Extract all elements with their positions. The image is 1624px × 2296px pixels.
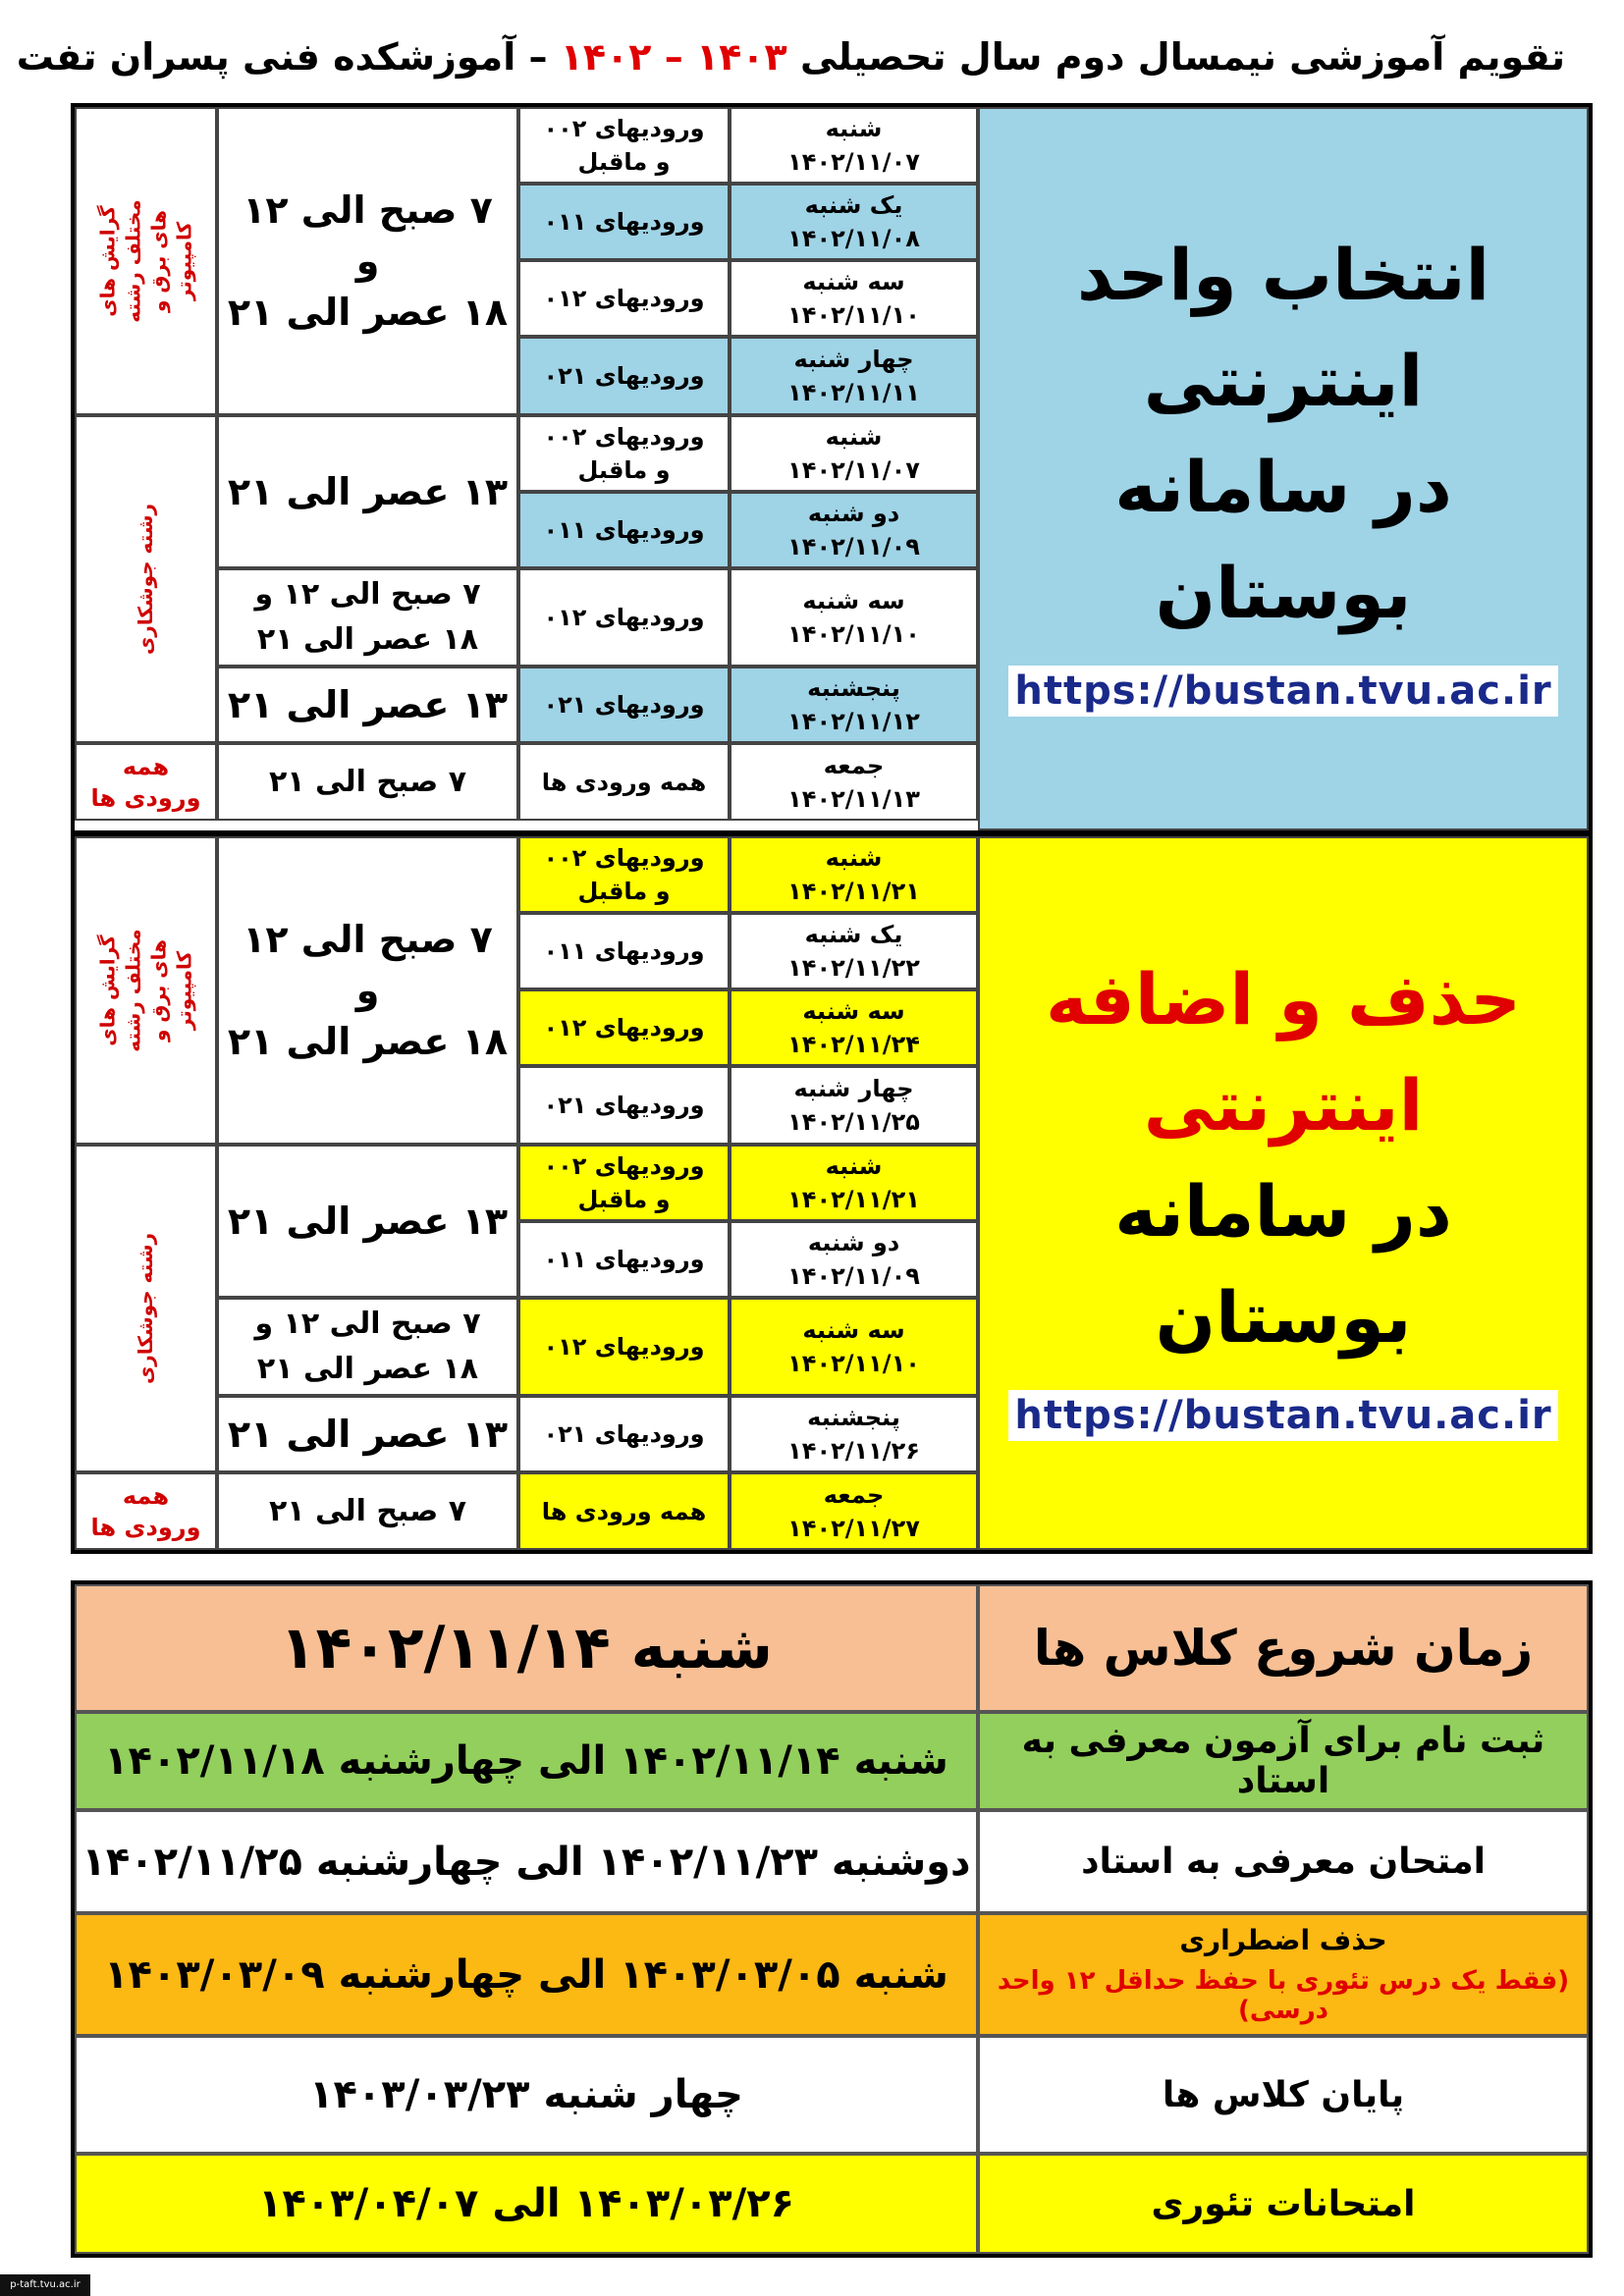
date-cell — [730, 1145, 978, 1221]
schedule-value: دوشنبه ۱۴۰۲/۱۱/۲۳ الی چهارشنبه ۱۴۰۲/۱۱/۲۵ — [81, 1839, 971, 1885]
day-label: چهار شنبه — [793, 346, 914, 373]
date-value: ۱۴۰۲/۱۱/۰۷ — [787, 148, 920, 176]
time-line: ۱۸ عصر الی ۲۱ — [256, 622, 479, 657]
title-part2: – آموزشکده فنی پسران تفت — [16, 35, 548, 79]
adddrop-heading-line1: حذف و اضافه — [1045, 957, 1522, 1041]
schedule-value-cell — [75, 1913, 978, 2036]
time-line: ۱۸ عصر الی ۲۱ — [227, 1020, 509, 1063]
schedule-value-cell — [75, 1712, 978, 1810]
schedule-label: ثبت نام برای آزمون معرفی به استاد — [1021, 1721, 1545, 1801]
time-cell — [217, 1472, 518, 1550]
date-cell — [730, 1396, 978, 1472]
entry-label: همه ورودی ها — [541, 1497, 707, 1525]
date-value: ۱۴۰۲/۱۱/۲۵ — [787, 1108, 920, 1136]
day-label: یک شنبه — [804, 191, 903, 219]
entry-cell — [518, 1221, 730, 1298]
day-label: دو شنبه — [807, 1229, 900, 1256]
schedule-value-cell — [75, 2154, 978, 2254]
selection-url-link[interactable]: https://bustan.tvu.ac.ir — [1008, 666, 1557, 717]
entry-label: همه ورودی ها — [541, 768, 707, 796]
date-cell — [730, 1221, 978, 1298]
entry-cell — [518, 1298, 730, 1396]
selection-heading — [978, 107, 1589, 830]
time-cell — [217, 415, 518, 568]
time-line: ۷ صبح الی ۱۲ — [243, 188, 493, 232]
day-label: دو شنبه — [807, 500, 900, 527]
entry-label: ورودیهای ۰۱۲ — [543, 1333, 705, 1361]
date-cell — [730, 492, 978, 568]
group-label: همه — [122, 1481, 170, 1510]
entry-sublabel: و ماقبل — [577, 878, 671, 905]
time-line: ۷ صبح الی ۱۲ و — [254, 1307, 481, 1341]
schedule-value: شنبه ۱۴۰۳/۰۳/۰۵ الی چهارشنبه ۱۴۰۳/۰۳/۰۹ — [104, 1951, 948, 1998]
day-label: سه شنبه — [802, 1316, 905, 1344]
entry-cell — [518, 667, 730, 743]
entry-label: ورودیهای ۰۲۱ — [543, 1092, 705, 1119]
date-value: ۱۴۰۲/۱۱/۰۷ — [787, 456, 920, 484]
time-cell — [217, 107, 518, 415]
date-value: ۱۴۰۲/۱۱/۲۷ — [787, 1514, 920, 1542]
title-years: ۱۴۰۳ – ۱۴۰۲ — [560, 35, 787, 79]
time-line: ۷ صبح الی ۱۲ و — [254, 577, 481, 612]
group-cell-welding — [75, 415, 217, 743]
date-value: ۱۴۰۲/۱۱/۲۲ — [787, 954, 920, 982]
day-label: سه شنبه — [802, 587, 905, 614]
date-value: ۱۴۰۲/۱۱/۱۳ — [787, 784, 920, 813]
group-label: رشته جوشکاری — [134, 1232, 158, 1385]
day-label: شنبه — [825, 1152, 883, 1180]
time-cell — [217, 836, 518, 1145]
group-label: ورودی ها — [90, 1513, 201, 1541]
title-part1: تقویم آموزشی نیمسال دوم سال تحصیلی — [799, 35, 1565, 79]
group-label: رشته جوشکاری — [134, 503, 158, 656]
date-value: ۱۴۰۲/۱۱/۲۱ — [787, 1186, 920, 1213]
adddrop-heading — [978, 836, 1589, 1550]
entry-label: ورودیهای ۰۲۱ — [543, 362, 705, 390]
day-label: سه شنبه — [802, 997, 905, 1025]
entry-cell — [518, 1145, 730, 1221]
date-value: ۱۴۰۲/۱۱/۰۸ — [787, 225, 920, 252]
entry-cell — [518, 184, 730, 260]
time-line: ۱۸ عصر الی ۲۱ — [256, 1352, 479, 1386]
time-line: و — [355, 969, 380, 1012]
page-title — [16, 27, 1565, 86]
entry-label: ورودیهای ۰۱۱ — [543, 208, 705, 236]
date-value: ۱۴۰۲/۱۱/۰۹ — [787, 533, 920, 561]
entry-label: ورودیهای ۰۱۱ — [543, 937, 705, 965]
entry-cell — [518, 989, 730, 1066]
entry-label: ورودیهای ۰۱۱ — [543, 1246, 705, 1273]
date-value: ۱۴۰۲/۱۱/۲۴ — [787, 1031, 920, 1058]
entry-cell — [518, 1396, 730, 1472]
time-cell — [217, 743, 518, 821]
entry-label: ورودیهای ۰۱۲ — [543, 285, 705, 312]
date-value: ۱۴۰۲/۱۱/۱۰ — [787, 301, 920, 329]
adddrop-heading-line2: اینترنتی — [1143, 1063, 1424, 1147]
schedule-value: چهار شنبه ۱۴۰۳/۰۳/۲۳ — [309, 2072, 743, 2117]
date-value: ۱۴۰۲/۱۱/۱۱ — [787, 379, 920, 406]
entry-label: ورودیهای ۰۰۲ — [543, 1152, 705, 1180]
schedule-value: ۱۴۰۳/۰۳/۲۶ الی ۱۴۰۳/۰۴/۰۷ — [257, 2181, 795, 2226]
schedule-label-cell — [978, 2154, 1589, 2254]
entry-cell — [518, 836, 730, 913]
day-label: یک شنبه — [804, 921, 903, 948]
selection-heading-line3: در سامانه بوستان — [1114, 445, 1452, 634]
day-label: شنبه — [825, 423, 883, 451]
entry-cell — [518, 913, 730, 989]
date-value: ۱۴۰۲/۱۱/۱۰ — [787, 1350, 920, 1377]
footer-url[interactable]: p-taft.tvu.ac.ir — [0, 2274, 90, 2296]
entry-cell — [518, 568, 730, 667]
date-cell — [730, 107, 978, 184]
entry-label: ورودیهای ۰۰۲ — [543, 844, 705, 872]
entry-sublabel: و ماقبل — [577, 1186, 671, 1213]
schedule-label-cell — [978, 1810, 1589, 1913]
entry-label: ورودیهای ۰۱۲ — [543, 1014, 705, 1041]
time-line: ۱۳ عصر الی ۲۱ — [227, 1200, 509, 1243]
date-cell — [730, 667, 978, 743]
selection-heading-line2: اینترنتی — [1143, 339, 1424, 422]
group-label: همه — [122, 752, 170, 780]
time-line: ۷ صبح الی ۲۱ — [268, 764, 467, 799]
schedule-label-cell — [978, 2036, 1589, 2154]
schedule-sublabel: (فقط یک درس تئوری با حفظ حداقل ۱۲ واحد درسی) — [997, 1966, 1570, 2025]
day-label: پنجشنبه — [807, 1404, 900, 1431]
time-line: ۱۸ عصر الی ۲۱ — [227, 291, 509, 334]
time-line: ۱۳ عصر الی ۲۱ — [227, 1413, 509, 1456]
schedule-label: امتحان معرفی به استاد — [1081, 1842, 1486, 1882]
date-value: ۱۴۰۲/۱۱/۱۰ — [787, 620, 920, 648]
date-cell — [730, 743, 978, 821]
entry-cell — [518, 743, 730, 821]
time-cell — [217, 1298, 518, 1396]
date-cell — [730, 568, 978, 667]
entry-label: ورودیهای ۰۲۱ — [543, 1420, 705, 1448]
schedule-label-cell — [978, 1913, 1589, 2036]
time-line: ۱۳ عصر الی ۲۱ — [227, 683, 509, 726]
schedule-label: زمان شروع کلاس ها — [1033, 1620, 1534, 1677]
day-label: شنبه — [825, 844, 883, 872]
entry-cell — [518, 415, 730, 492]
entry-label: ورودیهای ۰۰۲ — [543, 423, 705, 451]
date-value: ۱۴۰۲/۱۱/۱۲ — [787, 708, 920, 735]
time-cell — [217, 1396, 518, 1472]
group-label: گرایش های مختلف رشته های برق و کامپیوتر — [95, 929, 196, 1052]
date-value: ۱۴۰۲/۱۱/۲۱ — [787, 878, 920, 905]
group-cell-all — [75, 1472, 217, 1550]
date-cell — [730, 1298, 978, 1396]
time-line: ۷ صبح الی ۱۲ — [243, 918, 493, 961]
schedule-value-cell — [75, 1584, 978, 1712]
time-cell — [217, 667, 518, 743]
date-cell — [730, 260, 978, 337]
day-label: پنجشنبه — [807, 674, 900, 702]
entry-cell — [518, 1066, 730, 1145]
date-cell — [730, 1472, 978, 1550]
time-cell — [217, 1145, 518, 1298]
group-cell-computer — [75, 107, 217, 415]
date-cell — [730, 1066, 978, 1145]
entry-label: ورودیهای ۰۱۱ — [543, 516, 705, 544]
date-cell — [730, 337, 978, 415]
day-label: جمعه — [823, 1480, 885, 1509]
schedule-value: شنبه ۱۴۰۲/۱۱/۱۴ الی چهارشنبه ۱۴۰۲/۱۱/۱۸ — [104, 1738, 948, 1784]
entry-cell — [518, 260, 730, 337]
schedule-label: پایان کلاس ها — [1162, 2074, 1405, 2115]
schedule-value-cell — [75, 2036, 978, 2154]
schedule-table — [71, 1580, 1593, 2258]
adddrop-table — [71, 832, 1593, 1554]
entry-label: ورودیهای ۰۰۲ — [543, 115, 705, 142]
date-value: ۱۴۰۲/۱۱/۲۶ — [787, 1437, 920, 1465]
day-label: چهار شنبه — [793, 1075, 914, 1102]
schedule-value-cell — [75, 1810, 978, 1913]
day-label: جمعه — [823, 751, 885, 779]
group-cell-welding — [75, 1145, 217, 1472]
time-line: ۱۳ عصر الی ۲۱ — [227, 470, 509, 513]
time-line: ۷ صبح الی ۲۱ — [268, 1493, 467, 1528]
group-label: ورودی ها — [90, 783, 201, 812]
date-cell — [730, 989, 978, 1066]
selection-table — [71, 103, 1593, 834]
date-value: ۱۴۰۲/۱۱/۰۹ — [787, 1262, 920, 1290]
entry-cell — [518, 492, 730, 568]
day-label: سه شنبه — [802, 268, 905, 295]
day-label: شنبه — [825, 115, 883, 142]
group-cell-computer — [75, 836, 217, 1145]
entry-sublabel: و ماقبل — [577, 148, 671, 176]
date-cell — [730, 415, 978, 492]
time-line: و — [355, 240, 380, 283]
adddrop-url-link[interactable]: https://bustan.tvu.ac.ir — [1008, 1390, 1557, 1441]
entry-sublabel: و ماقبل — [577, 456, 671, 484]
time-cell — [217, 568, 518, 667]
date-cell — [730, 184, 978, 260]
date-cell — [730, 913, 978, 989]
schedule-label: امتحانات تئوری — [1151, 2183, 1416, 2224]
schedule-label-cell — [978, 1584, 1589, 1712]
adddrop-heading-line3: در سامانه بوستان — [1114, 1169, 1452, 1359]
schedule-value: شنبه ۱۴۰۲/۱۱/۱۴ — [279, 1614, 774, 1682]
entry-label: ورودیهای ۰۲۱ — [543, 691, 705, 719]
date-cell — [730, 836, 978, 913]
schedule-label: حذف اضطراری — [1179, 1924, 1387, 1956]
selection-heading-line1: انتخاب واحد — [1076, 233, 1490, 316]
group-label: گرایش های مختلف رشته های برق و کامپیوتر — [95, 199, 196, 323]
entry-label: ورودیهای ۰۱۲ — [543, 604, 705, 631]
group-cell-all — [75, 743, 217, 821]
entry-cell — [518, 1472, 730, 1550]
entry-cell — [518, 107, 730, 184]
schedule-label-cell — [978, 1712, 1589, 1810]
entry-cell — [518, 337, 730, 415]
